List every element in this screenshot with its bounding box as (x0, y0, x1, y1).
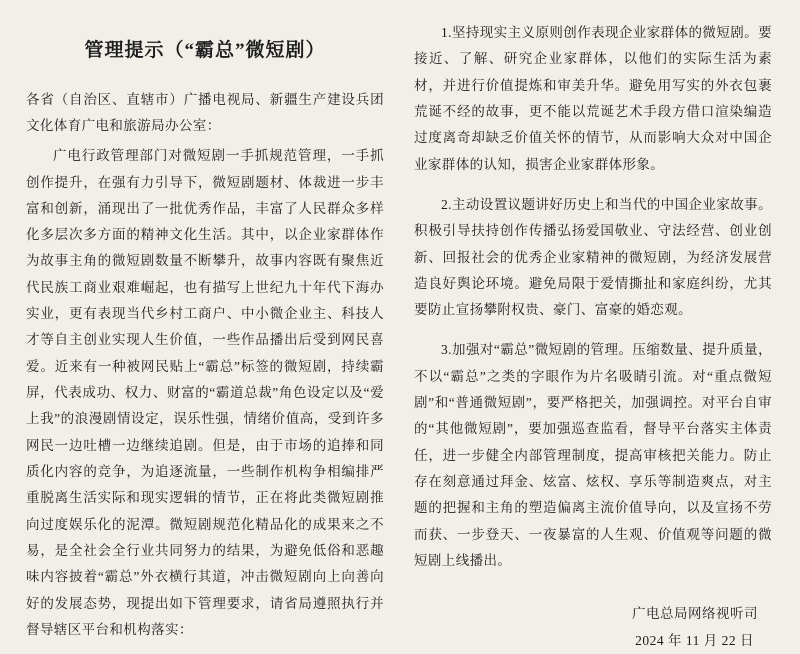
document-columns (26, 18, 774, 649)
column-right (414, 18, 772, 649)
page-title: 管理提示（“霸总”微短剧） (84, 40, 326, 61)
body-paragraph: 1.坚持现实主义原则创作表现企业家群体的微短剧。要接近、了解、研究企业家群体，以他们的实际生活为素材，并进行价值提炼和审美升华。避免用写实的外衣包裹荒诞不经的故事，更不能以荒诞艺术手段方借口渲染编造过度离奇却缺乏价值关怀的情节，从而影响大众对中国企业家群体的认知，损害企业家群体形象。 (414, 25, 772, 172)
signature-date: 2024 年 11 月 22 日 (635, 633, 754, 649)
addressee-line: 各省（自治区、直辖市）广播电视局、新疆生产建设兵团文化体育广电和旅游局办公室： (26, 91, 384, 133)
body-paragraph: 3.加强对“霸总”微短剧的管理。压缩数量、提升质量，不以“霸总”之类的字眼作为片名吸睛引流。对“重点微短剧”和“普通微短剧”，要严格把关，加强调控。对平台自审的“其他微短剧”，要加强巡查监看，督导平台落实主体责任，进一步健全内部管理制度，提高审核把关能力。防止存在刻意通过拜金、炫富、炫权、享乐等制造爽点，对主题的把握和主角的塑造偏离主流价值导向，以及宣扬不劳而获、一步登天、一夜暴富的人生观、价值观等问题的微短剧上线播出。 (414, 342, 772, 568)
body-paragraph: 广电行政管理部门对微短剧一手抓规范管理，一手抓创作提升，在强有力引导下，微短剧题材、体裁进一步丰富和创新，涌现出了一批优秀作品，丰富了人民群众多样化多层次多方面的精神文化生活。其中，以企业家群体作为故事主角的微短剧数量不断攀升，故事内容既有聚焦近代民族工商业艰难崛起，也有描写上世纪九十年代下海办实业，更有表现当代乡村工商户、中小微企业主、科技人才等自主创业实现人生价值，一些作品播出后受到网民喜爱。近来有一种被网民贴上“霸总”标签的微短剧，持续霸屏，代表成功、权力、财富的“霸道总裁”角色设定以及“爱上我”的浪漫剧情设定，误乐性强，情绪价值高，受到许多网民一边吐槽一边继续追剧。但是，由于市场的追捧和同质化内容的竞争，为追逐流量，一些制作机构争相编排严重脱离生活实际和现实逻辑的情节，正在将此类微短剧推向过度娱乐化的泥潭。微短剧规范化精品化的成果来之不易，是全社会全行业共同努力的结果，为避免低俗和恶趣味内容披着“霸总”外衣横行其道，冲击微短剧向上向善向好的发展态势，现提出如下管理要求，请省局遵照执行并督导辖区平台和机构落实： (26, 148, 384, 637)
signature-block (414, 600, 772, 654)
body-paragraph: 2.主动设置议题讲好历史上和当代的中国企业家故事。积极引导扶持创作传播弘扬爱国敬业、守法经营、创业创新、回报社会的优秀企业家精神的微短剧，为经济发展营造良好舆论环境。避免局限于爱情撕扯和家庭纠纷，尤其要防止宣扬攀附权贵、豪门、富豪的婚恋观。 (414, 196, 772, 318)
signature-organization: 广电总局网络视听司 (632, 606, 758, 622)
column-left (26, 18, 384, 637)
